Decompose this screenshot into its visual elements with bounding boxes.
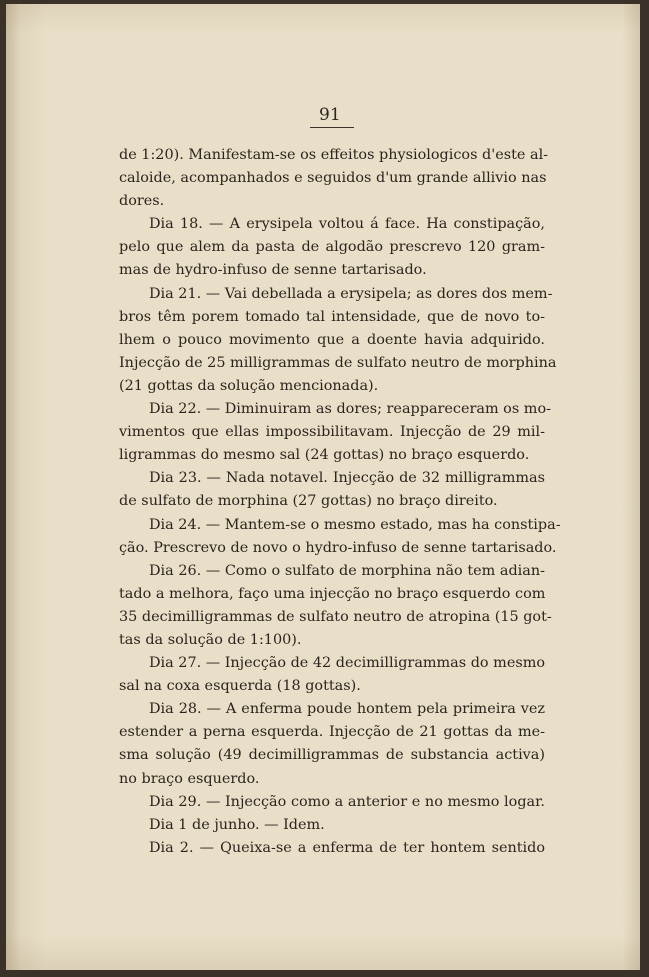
paragraph — [119, 791, 545, 814]
text-line: Dia 26. — Como o sulfato de morphina não tem adian- — [149, 562, 545, 579]
paragraph — [119, 837, 545, 860]
paragraph — [119, 560, 552, 652]
paragraph — [119, 698, 545, 790]
text-line: pelo que alem da pasta de algodão prescrevo 120 gram- — [119, 239, 545, 256]
text-line: tas da solução de 1:100). — [119, 631, 302, 648]
text-line: estender a perna esquerda. Injecção de 21 gottas da me- — [119, 724, 545, 741]
text-line: bros têm porem tomado tal intensidade, que de novo to- — [119, 308, 545, 325]
text-line: sma solução (49 decimilligrammas de substancia activa) — [119, 747, 545, 764]
text-line: (21 gottas da solução mencionada). — [119, 377, 379, 394]
paragraph — [119, 283, 557, 398]
text-line: 35 decimilligrammas de sulfato neutro de atropina (15 got- — [119, 608, 552, 625]
text-line: Dia 1 de junho. — Idem. — [149, 816, 325, 833]
paragraph — [119, 398, 551, 467]
text-line: Dia 28. — A enferma poude hontem pela primeira vez — [149, 701, 545, 718]
paragraph — [119, 514, 561, 560]
paragraph — [119, 144, 549, 213]
text-line: Dia 2. — Queixa-se a enferma de ter hontem sentido — [149, 839, 545, 856]
text-line: ligrammas do mesmo sal (24 gottas) no braço esquerdo. — [119, 447, 530, 464]
text-line: Dia 24. — Mantem-se o mesmo estado, mas ha constipa- — [149, 516, 561, 533]
text-line: Dia 29. — Injecção como a anterior e no mesmo logar. — [149, 793, 545, 810]
text-line: no braço esquerdo. — [119, 770, 260, 787]
text-line: Dia 23. — Nada notavel. Injecção de 32 milligrammas — [149, 470, 545, 487]
paragraph — [119, 652, 545, 698]
text-line: Dia 27. — Injecção de 42 decimilligrammas do mesmo — [149, 655, 546, 672]
page-number-rule — [310, 127, 354, 128]
text-line: Dia 22. — Diminuiram as dores; reappareceram os mo- — [149, 401, 551, 418]
paragraph — [119, 213, 545, 282]
text-line: ção. Prescrevo de novo o hydro-infuso de senne tartarisado. — [119, 539, 557, 556]
text-line: Dia 18. — A erysipela voltou á face. Ha constipação, — [149, 216, 545, 233]
page-number: 91 — [319, 105, 341, 125]
text-line: Injecção de 25 milligrammas de sulfato neutro de morphina — [119, 354, 557, 371]
text-line: Dia 21. — Vai debellada a erysipela; as dores dos mem- — [149, 285, 553, 302]
paragraph — [119, 467, 545, 513]
text-line: mas de hydro-infuso de senne tartarisado. — [119, 262, 427, 279]
body-text — [119, 144, 561, 860]
text-line: dores. — [119, 193, 165, 210]
text-line: de 1:20). Manifestam-se os effeitos physiologicos d'este al- — [119, 147, 549, 163]
text-line: de sulfato de morphina (27 gottas) no braço direito. — [119, 493, 498, 510]
text-line: lhem o pouco movimento que a doente havia adquirido. — [119, 331, 545, 348]
text-line: sal na coxa esquerda (18 gottas). — [119, 678, 361, 695]
book-page — [6, 4, 640, 970]
text-line: vimentos que ellas impossibilitavam. Injecção de 29 mil- — [119, 424, 545, 441]
text-line: tado a melhora, faço uma injecção no braço esquerdo com — [119, 585, 546, 602]
text-line: caloide, acompanhados e seguidos d'um grande allivio nas — [119, 170, 547, 187]
paragraph — [119, 814, 545, 837]
